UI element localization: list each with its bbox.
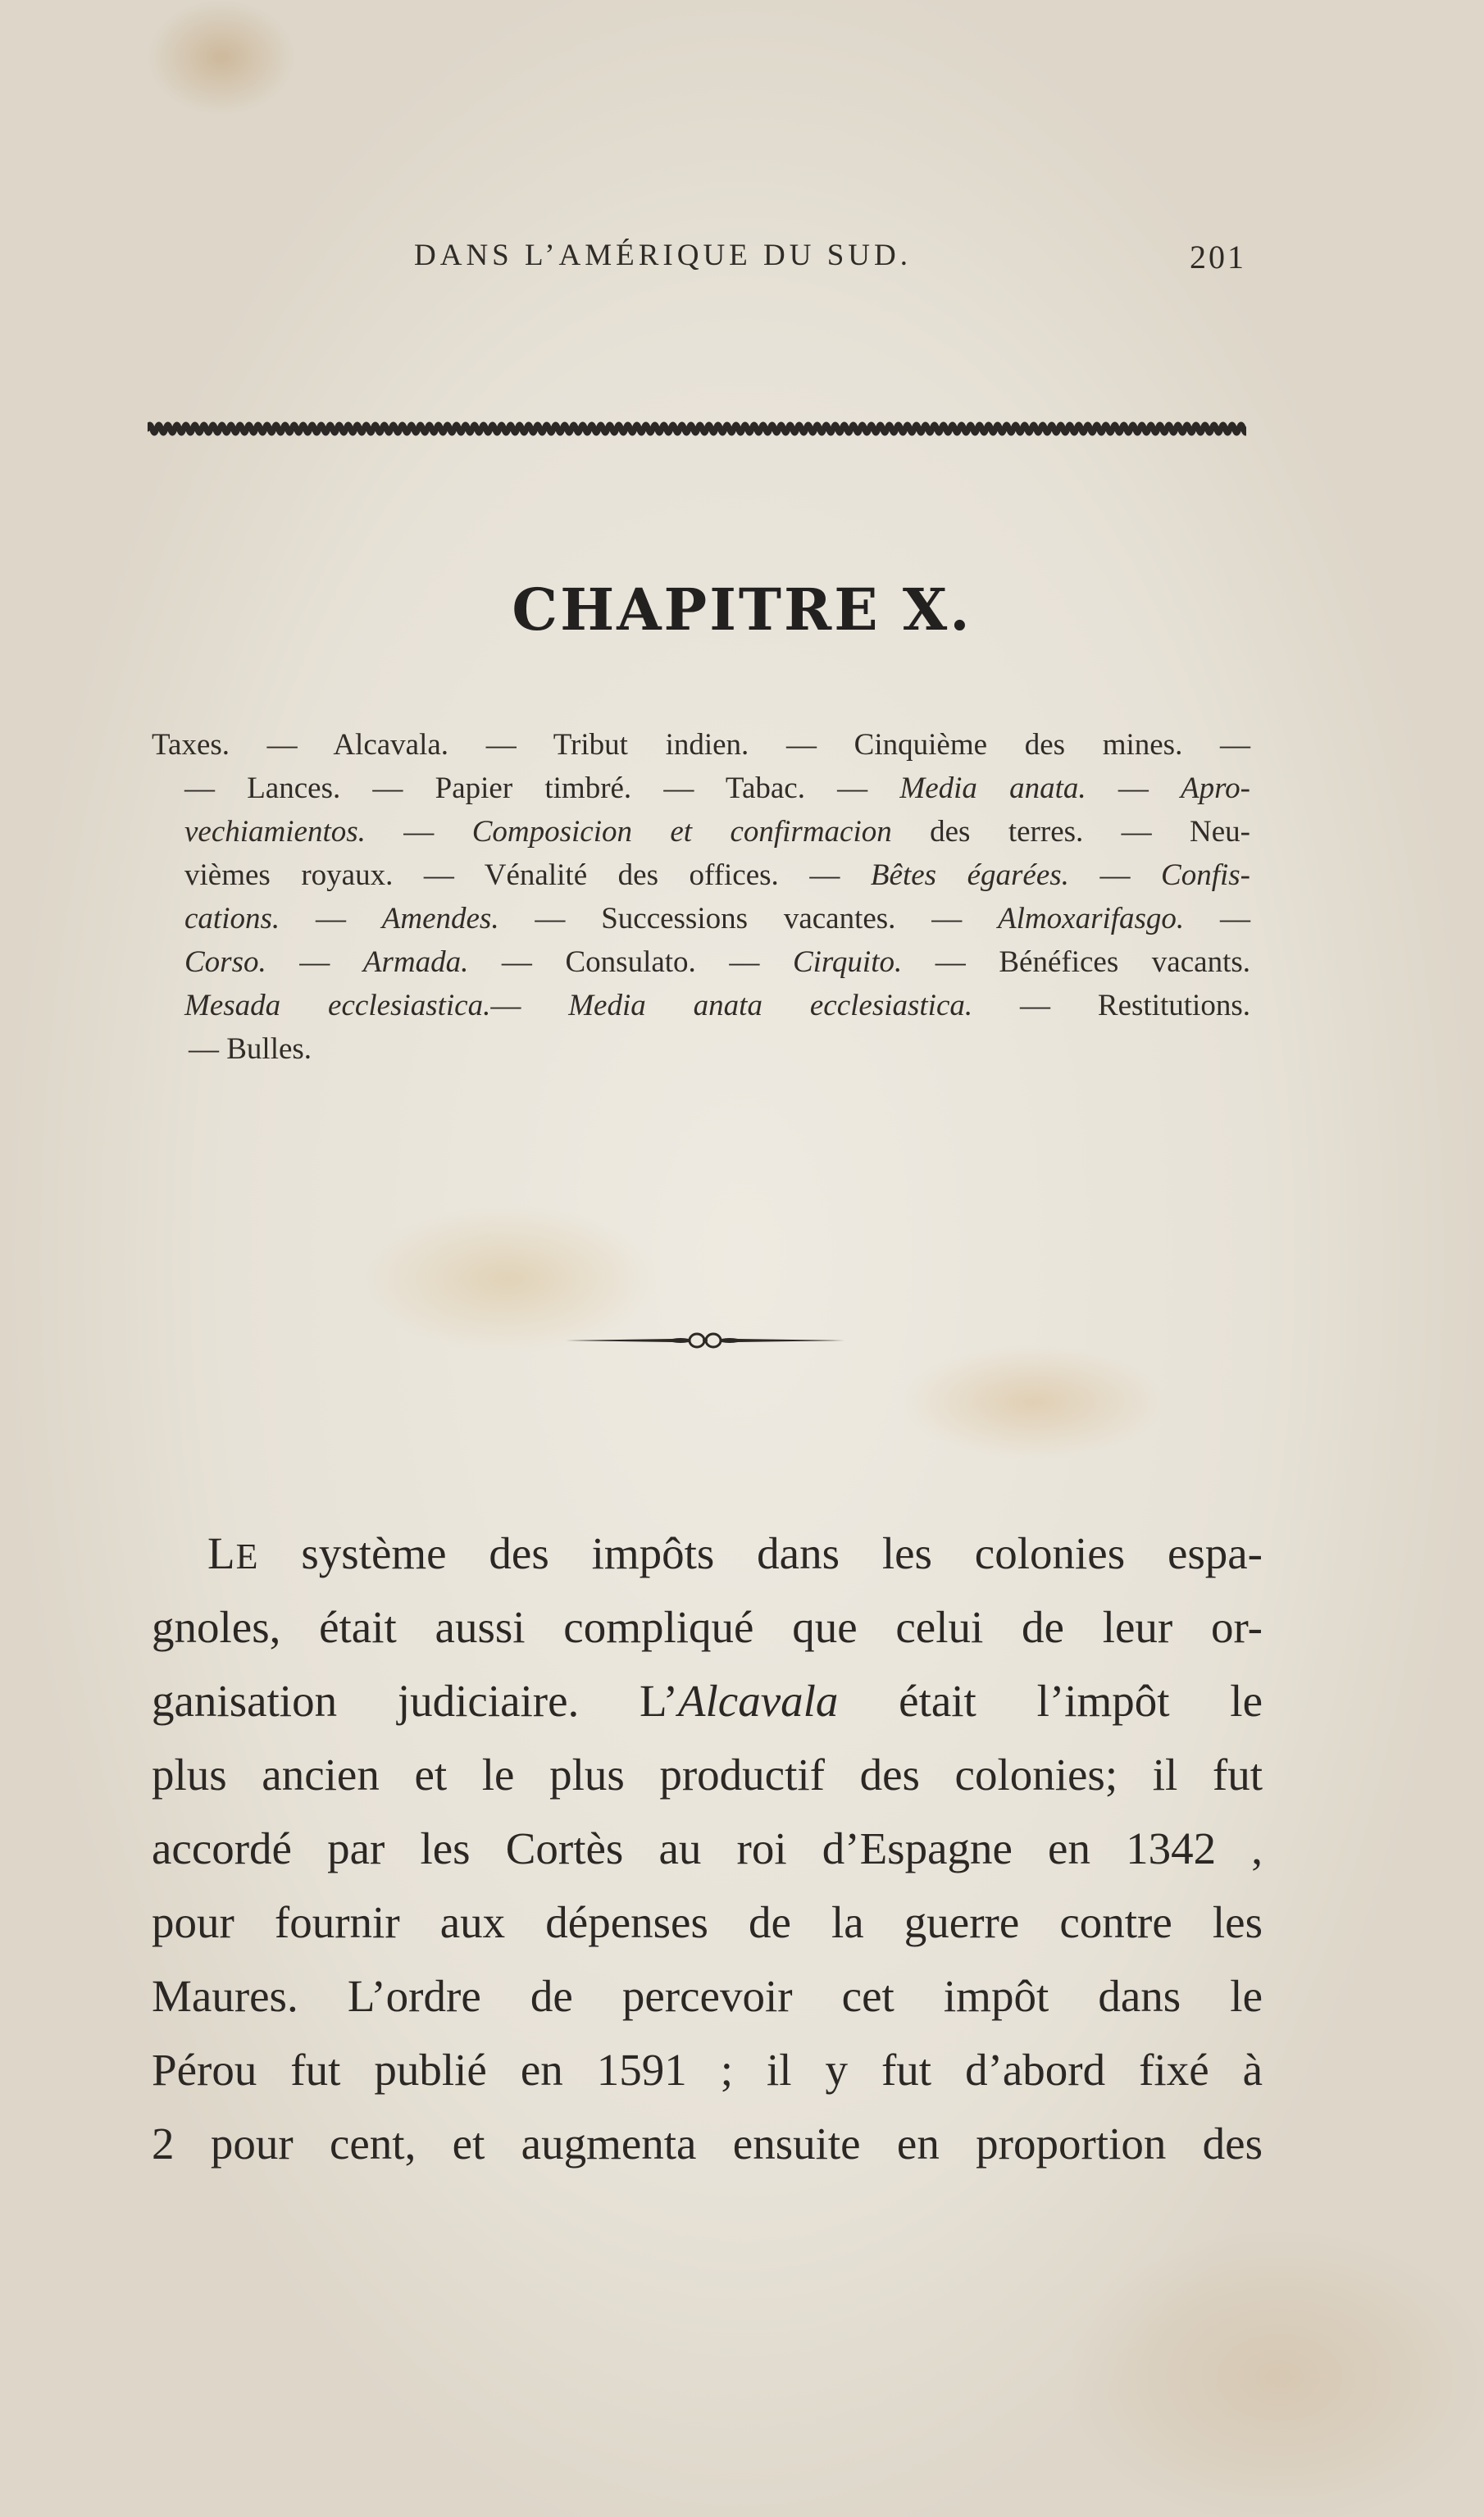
summary-italic-term: Composicion et confirmacion	[471, 815, 892, 849]
summary-italic-term: Armada.	[362, 945, 469, 979]
summary-italic-term: Mesada ecclesiastica.	[184, 989, 491, 1022]
body-italic-term: Alcavala	[677, 1676, 839, 1726]
chapter-summary	[152, 723, 1250, 1071]
summary-italic-term: Media anata.	[899, 771, 1086, 805]
body-line	[152, 1591, 1263, 1664]
summary-text: — Lances. — Papier timbré. — Tabac. —	[184, 771, 900, 805]
summary-text: —	[365, 815, 472, 849]
chapter-title: CHAPITRE X.	[512, 576, 972, 644]
summary-text: —	[1068, 858, 1162, 892]
summary-text: —	[1086, 771, 1181, 805]
body-text: pour fournir aux dépenses de la guerre contre les	[152, 1897, 1263, 1947]
summary-italic-term: vechiamientos.	[184, 815, 366, 849]
body-text: était l’impôt le	[838, 1676, 1263, 1726]
summary-text: —	[280, 902, 382, 935]
body-text: ganisation judiciaire. L’	[152, 1676, 678, 1726]
summary-italic-term: Bêtes égarées.	[870, 858, 1069, 892]
summary-text: — Successions vacantes. —	[498, 902, 999, 935]
summary-text: des terres. — Neu-	[891, 815, 1250, 849]
rule-ornament-divider	[566, 1328, 844, 1353]
summary-italic-term: Cirquito.	[792, 945, 903, 979]
body-line	[152, 2033, 1263, 2107]
summary-text: — Consulato. —	[468, 945, 793, 979]
body-paragraph	[152, 1517, 1263, 2181]
opening-small-caps	[207, 1528, 259, 1578]
summary-line	[152, 897, 1250, 940]
body-line	[152, 1812, 1263, 1886]
body-line	[152, 2107, 1263, 2181]
summary-italic-term: Apro-	[1181, 771, 1250, 805]
body-text: système des impôts dans les colonies espa-	[258, 1528, 1263, 1578]
opening-letter: E	[235, 1536, 259, 1577]
summary-line	[152, 767, 1250, 810]
summary-italic-term: Corso.	[184, 945, 266, 979]
body-text: accordé par les Cortès au roi d’Espagne en 1342 ,	[152, 1823, 1263, 1873]
summary-line	[152, 853, 1250, 897]
body-line	[152, 1959, 1263, 2033]
summary-line	[152, 984, 1250, 1027]
body-text: Pérou fut publié en 1591 ; il y fut d’abord fixé à	[152, 2045, 1263, 2095]
summary-text: vièmes royaux. — Vénalité des offices. —	[184, 858, 871, 892]
body-line	[152, 1886, 1263, 1959]
summary-italic-term: cations.	[184, 902, 280, 935]
body-text: Maures. L’ordre de percevoir cet impôt dans le	[152, 1971, 1263, 2021]
summary-italic-term: Amendes.	[381, 902, 499, 935]
summary-italic-term: Confis-	[1161, 858, 1250, 892]
opening-letter: L	[207, 1528, 236, 1578]
running-head	[414, 238, 1246, 287]
body-line	[152, 1664, 1263, 1738]
summary-line	[152, 1027, 1250, 1071]
running-title: DANS L’AMÉRIQUE DU SUD.	[414, 239, 912, 272]
summary-text: — Bénéfices vacants.	[902, 945, 1250, 979]
summary-line	[152, 723, 1250, 767]
body-line	[152, 1517, 1263, 1591]
wave-ornament-divider	[148, 416, 1246, 441]
summary-line	[152, 940, 1250, 984]
summary-text: —	[266, 945, 363, 979]
summary-italic-term: Almoxarifasgo.	[998, 902, 1185, 935]
summary-italic-term: Media anata ecclesiastica.	[568, 989, 973, 1022]
body-line	[152, 1738, 1263, 1812]
body-text: 2 pour cent, et augmenta ensuite en proportion des	[152, 2119, 1263, 2169]
summary-text: Taxes. — Alcavala. — Tribut indien. — Cinquième des mines. —	[152, 728, 1250, 762]
body-text: gnoles, était aussi compliqué que celui de leur or-	[152, 1602, 1263, 1652]
body-text: plus ancien et le plus productif des colonies; il fut	[152, 1750, 1263, 1800]
summary-line	[152, 810, 1250, 853]
summary-text: — Restitutions.	[972, 989, 1250, 1022]
page-number: 201	[1190, 239, 1246, 275]
summary-text: —	[490, 989, 569, 1022]
summary-text: — Bulles.	[189, 1032, 312, 1066]
summary-text: —	[1184, 902, 1250, 935]
